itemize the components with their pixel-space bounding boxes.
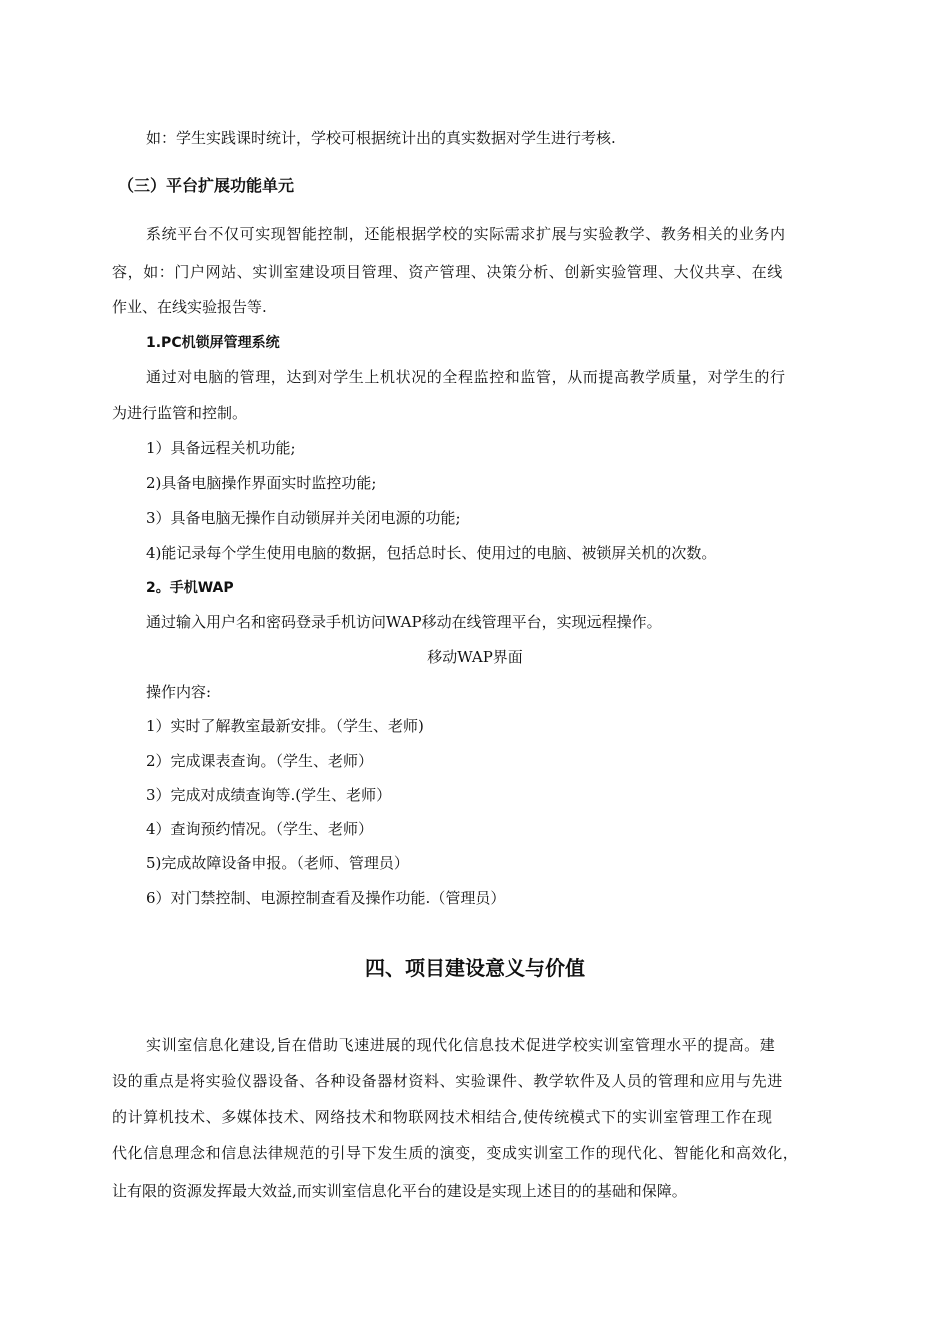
item1-para-line-2: 为进行监管和控制。 bbox=[112, 404, 248, 422]
ops-item-6: 6）对门禁控制、电源控制查看及操作功能.（管理员） bbox=[146, 889, 506, 907]
section4-para-line-2: 设的重点是将实验仪器设备、各种设备器材资料、实验课件、教学软件及人员的管理和应用与先进 bbox=[112, 1072, 783, 1090]
section4-para-line-5: 让有限的资源发挥最大效益,而实训室信息化平台的建设是实现上述目的的基础和保障。 bbox=[112, 1182, 687, 1200]
item1-feature-3: 3）具备电脑无操作自动锁屏并关闭电源的功能; bbox=[146, 509, 461, 527]
item1-heading: 1.PC机锁屏管理系统 bbox=[146, 335, 280, 351]
ops-item-1: 1）实时了解教室最新安排。（学生、老师) bbox=[146, 717, 424, 735]
section4-para-line-1: 实训室信息化建设,旨在借助飞速进展的现代化信息技术促进学校实训室管理水平的提高。建 bbox=[146, 1036, 776, 1054]
item1-feature-1: 1）具备远程关机功能; bbox=[146, 439, 296, 457]
section4-para-line-3: 的计算机技术、多媒体技术、网络技术和物联网技术相结合,使传统模式下的实训室管理工作在现 bbox=[112, 1108, 773, 1126]
item1-para-line-1: 通过对电脑的管理，达到对学生上机状况的全程监控和监管，从而提高教学质量，对学生的行 bbox=[146, 368, 786, 386]
item1-feature-4: 4)能记录每个学生使用电脑的数据，包括总时长、使用过的电脑、被锁屏关机的次数。 bbox=[146, 544, 717, 562]
item2-para: 通过输入用户名和密码登录手机访问WAP移动在线管理平台，实现远程操作。 bbox=[146, 613, 662, 631]
ops-item-2: 2）完成课表查询。（学生、老师） bbox=[146, 752, 374, 770]
section3-para-line-2: 容，如：门户网站、实训室建设项目管理、资产管理、决策分析、创新实验管理、大仪共享、在线 bbox=[112, 263, 783, 281]
section4-para-line-4: 代化信息理念和信息法律规范的引导下发生质的演变，变成实训室工作的现代化、智能化和高效化， bbox=[112, 1144, 799, 1162]
item1-feature-2: 2)具备电脑操作界面实时监控功能; bbox=[146, 474, 377, 492]
section3-heading: （三）平台扩展功能单元 bbox=[118, 176, 295, 195]
ops-item-3: 3）完成对成绩查询等.(学生、老师） bbox=[146, 786, 392, 804]
item2-heading: 2。手机WAP bbox=[146, 580, 234, 596]
ops-item-4: 4）查询预约情况。（学生、老师） bbox=[146, 820, 374, 838]
ops-item-5: 5)完成故障设备申报。（老师、管理员） bbox=[146, 854, 409, 872]
ops-label: 操作内容: bbox=[146, 683, 212, 701]
section3-para-line-3: 作业、在线实验报告等. bbox=[112, 298, 267, 316]
section4-heading: 四、项目建设意义与价值 bbox=[365, 956, 585, 980]
section3-para-line-1: 系统平台不仅可实现智能控制，还能根据学校的实际需求扩展与实验教学、教务相关的业务内 bbox=[146, 225, 786, 243]
figure-caption: 移动WAP界面 bbox=[427, 648, 523, 666]
intro-line: 如：学生实践课时统计，学校可根据统计出的真实数据对学生进行考核. bbox=[146, 129, 616, 147]
